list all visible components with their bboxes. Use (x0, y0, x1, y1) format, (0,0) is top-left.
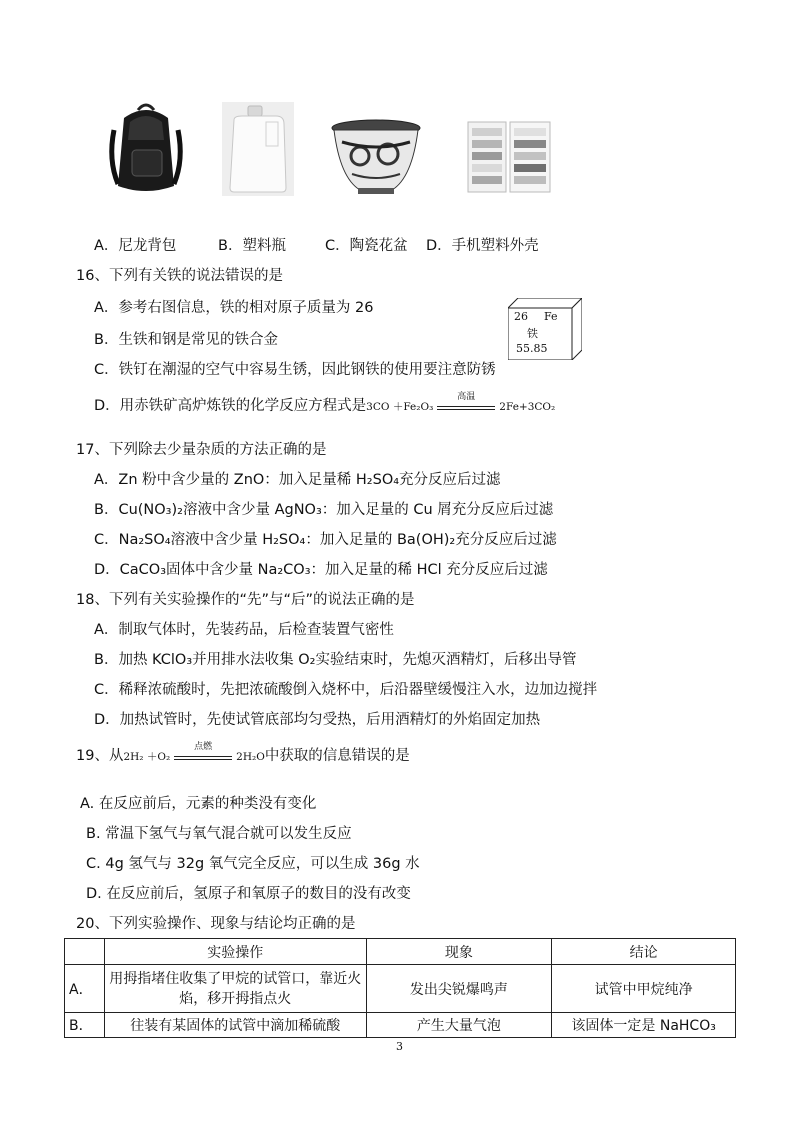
q16-option-a: A．参考右图信息，铁的相对原子质量为 26 (94, 300, 374, 316)
q15-option-d: D．手机塑料外壳 (426, 238, 539, 254)
q18-option-c: C．稀释浓硫酸时，先把浓硫酸倒入烧杯中，后沿器壁缓慢注入水，边加边搅拌 (94, 682, 598, 698)
phenomenon-cell: 产生大量气泡 (366, 1013, 552, 1038)
page-number: 3 (396, 1040, 403, 1053)
water-formation-equation (123, 741, 265, 764)
row-label: B． (65, 1013, 105, 1038)
operation-cell: 往装有某固体的试管中滴加稀硫酸 (104, 1013, 366, 1038)
q19-option-a: A. 在反应前后，元素的种类没有变化 (80, 796, 317, 812)
equation-products: 2H₂O (236, 750, 265, 763)
phenomenon-cell: 发出尖锐爆鸣声 (366, 965, 552, 1013)
q17-option-d: D．CaCO₃固体中含少量 Na₂CO₃：加入足量的稀 HCl 充分反应后过滤 (94, 562, 548, 578)
q15-option-a: A．尼龙背包 (94, 238, 177, 254)
element-symbol: Fe (544, 310, 558, 323)
q15-option-c: C．陶瓷花盆 (325, 238, 408, 254)
table-header-cell: 现象 (366, 939, 552, 965)
element-atomic-number: 26 (514, 310, 528, 323)
table-header-cell: 结论 (552, 939, 736, 965)
q19-option-c: C. 4g 氢气与 32g 氧气完全反应，可以生成 36g 水 (86, 856, 420, 872)
q16-option-b: B．生铁和钢是常见的铁合金 (94, 332, 278, 348)
q17-option-a: A．Zn 粉中含少量的 ZnO：加入足量稀 H₂SO₄充分反应后过滤 (94, 472, 501, 488)
element-atomic-mass: 55.85 (516, 342, 548, 355)
q18-option-d: D．加热试管时，先使试管底部均匀受热，后用酒精灯的外焰固定加热 (94, 712, 541, 728)
conclusion-cell: 该固体一定是 NaHCO₃ (552, 1013, 736, 1038)
nylon-backpack-image (104, 100, 188, 196)
phone-plastic-case-image (464, 118, 554, 196)
conclusion-cell: 试管中甲烷纯净 (552, 965, 736, 1013)
table-row (65, 1013, 736, 1038)
q19-option-b: B. 常温下氢气与氧气混合就可以发生反应 (86, 826, 352, 842)
element-name: 铁 (527, 327, 538, 340)
q20-table (64, 938, 736, 1038)
table-row (65, 965, 736, 1013)
q18-option-a: A．制取气体时，先装药品，后检查装置气密性 (94, 622, 394, 638)
q18-stem: 18、下列有关实验操作的“先”与“后”的说法正确的是 (76, 592, 415, 608)
q16-option-c: C．铁钉在潮湿的空气中容易生锈，因此钢铁的使用要注意防锈 (94, 362, 496, 378)
table-header-cell: 实验操作 (104, 939, 366, 965)
reaction-arrow (437, 391, 495, 414)
operation-cell: 用拇指堵住收集了甲烷的试管口，靠近火焰，移开拇指点火 (104, 965, 366, 1013)
q19-stem (76, 741, 410, 765)
plastic-bottle-image (222, 102, 294, 196)
equation-reactants: 3CO ＋Fe₂O₃ (366, 400, 434, 413)
q17-stem: 17、下列除去少量杂质的方法正确的是 (76, 442, 327, 458)
q16-stem: 16、下列有关铁的说法错误的是 (76, 268, 283, 284)
q15-option-b: B．塑料瓶 (218, 238, 286, 254)
table-header-cell (65, 939, 105, 965)
q19-stem-prefix: 19、从 (76, 748, 124, 764)
equation-reactants: 2H₂ ＋O₂ (123, 750, 171, 763)
reaction-condition: 点燃 (194, 741, 213, 752)
reaction-condition: 高温 (457, 391, 476, 402)
row-label: A． (65, 965, 105, 1013)
q19-option-d: D. 在反应前后，氢原子和氧原子的数目的没有改变 (86, 886, 411, 902)
equation-products: 2Fe+3CO₂ (499, 400, 556, 413)
q20-stem: 20、下列实验操作、现象与结论均正确的是 (76, 916, 356, 932)
reaction-arrow (174, 741, 232, 764)
q17-option-b: B．Cu(NO₃)₂溶液中含少量 AgNO₃：加入足量的 Cu 屑充分反应后过滤 (94, 502, 554, 518)
iron-smelting-equation (366, 391, 556, 414)
ceramic-flowerpot-image (330, 118, 422, 196)
q16-option-d-text: D．用赤铁矿高炉炼铁的化学反应方程式是 (94, 398, 367, 414)
q16-option-d (94, 391, 556, 415)
q17-option-c: C．Na₂SO₄溶液中含少量 H₂SO₄：加入足量的 Ba(OH)₂充分反应后过滤 (94, 532, 557, 548)
q19-stem-suffix: 中获取的信息错误的是 (264, 748, 410, 764)
table-header-row (65, 939, 736, 965)
q18-option-b: B．加热 KClO₃并用排水法收集 O₂实验结束时，先熄灭酒精灯，后移出导管 (94, 652, 577, 668)
